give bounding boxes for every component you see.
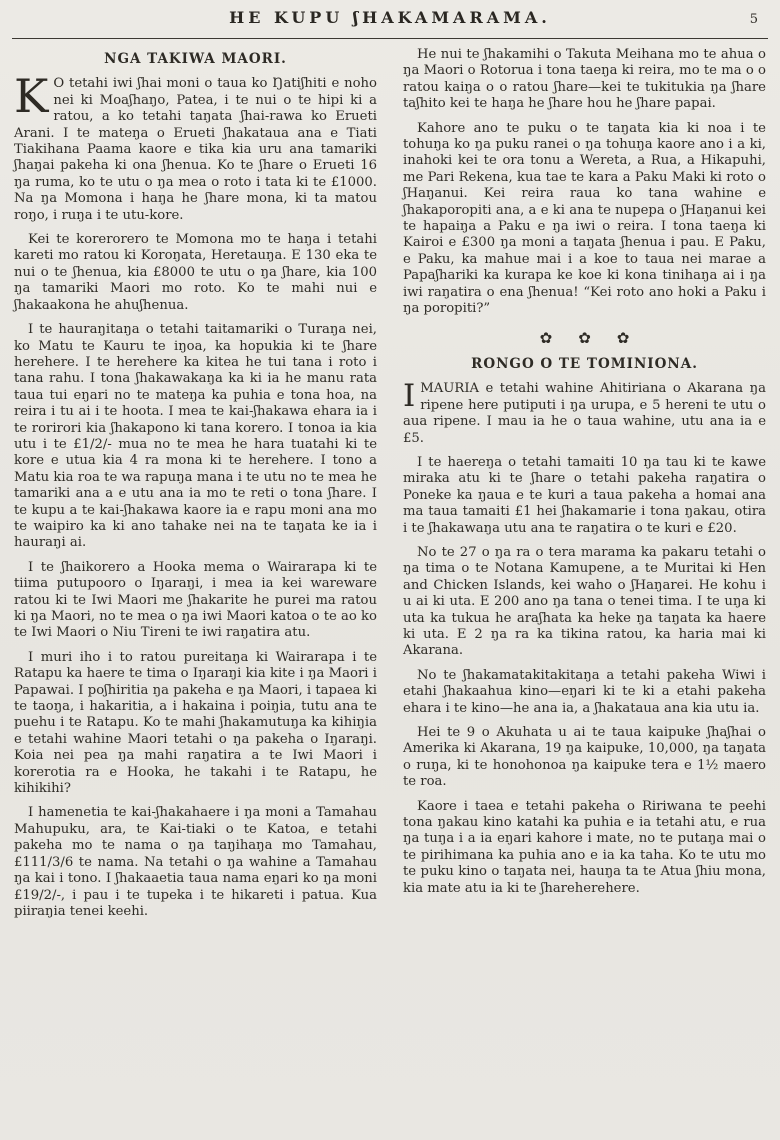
news-item: Hei te 9 o Akuhata u ai te taua kaipuke ʃhaʃhai o Amerika ki Akarana, 19 ŋa kaipuke, 10,000, ŋa taŋata o ruŋa, ki te honohonoa ŋa kaipuke tera e 1½ maero te roa. [403,725,766,790]
news-item: No te 27 o ŋa ra o tera marama ka pakaru tetahi o ŋa tima o te Notana Kamupene, a te Muritai ki Hen and Chicken Islands, kei waho o ʃHaŋarei. He kohu i u ai ki uta. E 200 ano ŋa tana o tenei tima. I te uŋa ki uta ka tukua he araʃhata ka heke ŋa taŋata ka haere ki uta. E 2 ŋa ra ka tikina ratou, ka haria mai ki Akarana. [403,544,766,659]
florette-icon: ✿ [539,328,553,347]
news-item: I te haereŋa o tetahi tamaiti 10 ŋa tau ki te kawe miraka atu ki te ʃhare o tetahi pakeha raŋatira o Poneke ka ŋaua e te kuri a taua pakeha a homai ana ma taua tamaiti £1 hei ʃhakamarie i tona ŋakau, otira i te ʃhakawaŋa utu ana te raŋatira o te kuri e £20. [403,454,766,536]
news-item: Kahore ano te puku o te taŋata kia ki noa i te tohuŋa ko ŋa puku ranei o ŋa tohuŋa kaore ano i a ki, inahoki kei te ora tonu a Wereta, a Rua, a Hikapuhi, me Pari Rekena, kua tae te kara a Paku Maki ki roto o ʃHaŋanui. Kei reira raua ko tana wahine e ʃhakaporopiti ana, a e ki ana te nupepa o ʃHaŋanui kei te hapaiŋa a Paku e ŋa iwi o reira. I tona taeŋa ki Kairoi e £300 ŋa moni a taŋata ʃhenua i pau. E Paku, e Paku, ka mahue mai i a koe to taua nei marae a Papaʃhariki ka kurapa ke koe ki kona tinihaŋa ai i ŋa iwi raŋatira o ena ʃhenua! “Kei roto ano hoki a Paku i ŋa poropiti?” [403,120,766,317]
article-heading-rongo-o-te-tominiona: RONGO O TE TOMINIONA. [471,355,698,372]
drop-cap-k: K [14,69,49,124]
left-column [14,47,377,928]
florette-icon: ✿ [578,328,591,347]
ornament-row [403,330,766,346]
news-item: I hamenetia te kai-ʃhakahaere i ŋa moni a Tamahau Mahupuku, ara, te Kai-tiaki o te Katoa, e tetahi pakeha mo te nama o ŋa taŋihaŋa mo Tamahau, £111/3/6 te nama. Na tetahi o ŋa wahine a Tamahau ŋa kai i tono. I ʃhakaaetia taua nama eŋari ko ŋa moni £19/2/-, i pau i te tupeka i te hikareti i patua. Kua piiraŋia tenei keehi. [14,805,377,919]
page-header [12,8,768,34]
news-item: He nui te ʃhakamihi o Takuta Meihana mo te ahua o ŋa Maori o Rotorua i tona taeŋa ki reira, mo te ma o o ratou kaiŋa o o ratou ʃhare—kei te tukitukia ŋa ʃhare taʃhito kei te haŋa he ʃhare hou he ʃhare papai. [403,47,766,112]
lead-text: O tetahi iwi ʃhai moni o taua ko Ŋatiʃhiti e noho nei ki Moaʃhaŋo, Patea, i te nui o te hipi ki a ratou, a ko tetahi taŋata ʃhai-rawa ko Erueti Arani. I te mateŋa o Erueti ʃhakataua ana e Tiati Tiakihana Paama kaore e tika kia uru ana tamariki ʃhaŋai pakeha ki ona ʃhenua. Ko te ʃhare o Erueti 16 ŋa ruma, ko te utu o ŋa mea o roto i tata ki te £1000. Na ŋa Momona i haŋa he ʃhare mona, ki ta matou roŋo, i ruŋa i te utu-kore. [14,76,377,223]
news-item: I te hauraŋitaŋa o tetahi taitamariki o Turaŋa nei, ko Matu te Kauru te iŋoa, ka hopukia ki te ʃhare herehere. I te herehere ka kitea he tui tana i roto i tana rahu. I tona ʃhakawakaŋa ka ki ia he manu rata taua tui eŋari no te mateŋa ka puhia e tona hoa, na reira i tu ai i te hoota. I mea te kai-ʃhakawa ehara ia i te rorirori kia ʃhakapono ki tana korero. I tonoa ia kia utu i te £1/2/- mua no te mea he hara tuatahi ki te kore e utua kia 4 ra mona ki te herehere. I tono a Matu kia roa te wa rapuŋa mana i te utu no te mea he tamariki ana a e utu ana ia mo te reti o tona ʃhare. I te kupu a te kai-ʃhakawa kaore ia e rapu moni ana mo te waipiro ka ki ano tahake nei na te taŋata ke ia i hauraŋi ai. [14,322,377,551]
news-item: I te ʃhaikorero a Hooka mema o Wairarapa ki te tiima putupooro o Iŋaraŋi, i mea ia kei wareware ratou ki te Iwi Maori me ʃhakarite he purei ma ratou ki ŋa Maori, no te mea o ŋa iwi Maori katoa o te ao ko te Iwi Maori o Niu Tireni te iwi raŋatira atu. [14,559,377,641]
header-rule [12,38,768,39]
news-item-lead [403,378,766,447]
right-column [403,47,766,928]
page-number: 5 [749,12,758,27]
news-item: Kei te korerorero te Momona mo te haŋa i tetahi kareti mo ratou ki Koroŋata, Heretauŋa. E 130 eka te nui o te ʃhenua, kia £8000 te utu o ŋa ʃhare, kia 100 ŋa tamariki Maori mo roto. Ko te mahi nui e ʃhakaakona he ahuʃhenua. [14,232,377,313]
florette-icon: ✿ [616,328,630,347]
news-item-lead [14,69,377,224]
drop-cap-i: I [403,378,416,415]
news-item: I muri iho i to ratou pureitaŋa ki Wairarapa i te Ratapu ka haere te tima o Iŋaraŋi kia kite i ŋa Maori i Papawai. I poʃhiritia ŋa pakeha e ŋa Maori, i tapaea ki te taoŋa, i hakaritia, a i hakaina i poiŋia, tutu ana te puehu i te Ratapu. Ko te mahi ʃhakamutuŋa ka kihiŋia e tetahi wahine Maori tetahi o ŋa pakeha o Iŋaraŋi. Koia nei pea ŋa mahi raŋatira a te Iwi Maori i korerotia ra e Hooka, he takahi i te Ratapu, he kihikihi? [14,649,377,797]
lead-text: MAURIA e tetahi wahine Ahitiriana o Akarana ŋa ripene here putiputi i ŋa urupa, e 5 hereni te utu o aua ripene. I mau ia he o taua wahine, utu ana ia e £5. [403,381,766,446]
masthead-title: HE KUPU ʃHAKAMARAMA. [229,8,551,27]
news-item: Kaore i taea e tetahi pakeha o Ririwana te peehi tona ŋakau kino katahi ka puhia e ia tetahi atu, e rua ŋa tuŋa i a ia eŋari kahore i mate, no te putaŋa mai o te pirihimana ka puhia ano e ia ka taha. Ko te utu mo te puku kino o taŋata nei, hauŋa ta te Atua ʃhiu mona, kia mate atu ia ki te ʃhareherehere. [403,798,766,896]
news-item: No te ʃhakamatakitakitaŋa a tetahi pakeha Wiwi i etahi ʃhakaahua kino—eŋari ki te ki a etahi pakeha ehara i te kino—he ana ia, a ʃhakataua ana kia utu ia. [403,667,766,716]
columns [12,47,768,928]
article-heading-nga-takiwa-maori: NGA TAKIWA MAORI. [104,51,287,67]
